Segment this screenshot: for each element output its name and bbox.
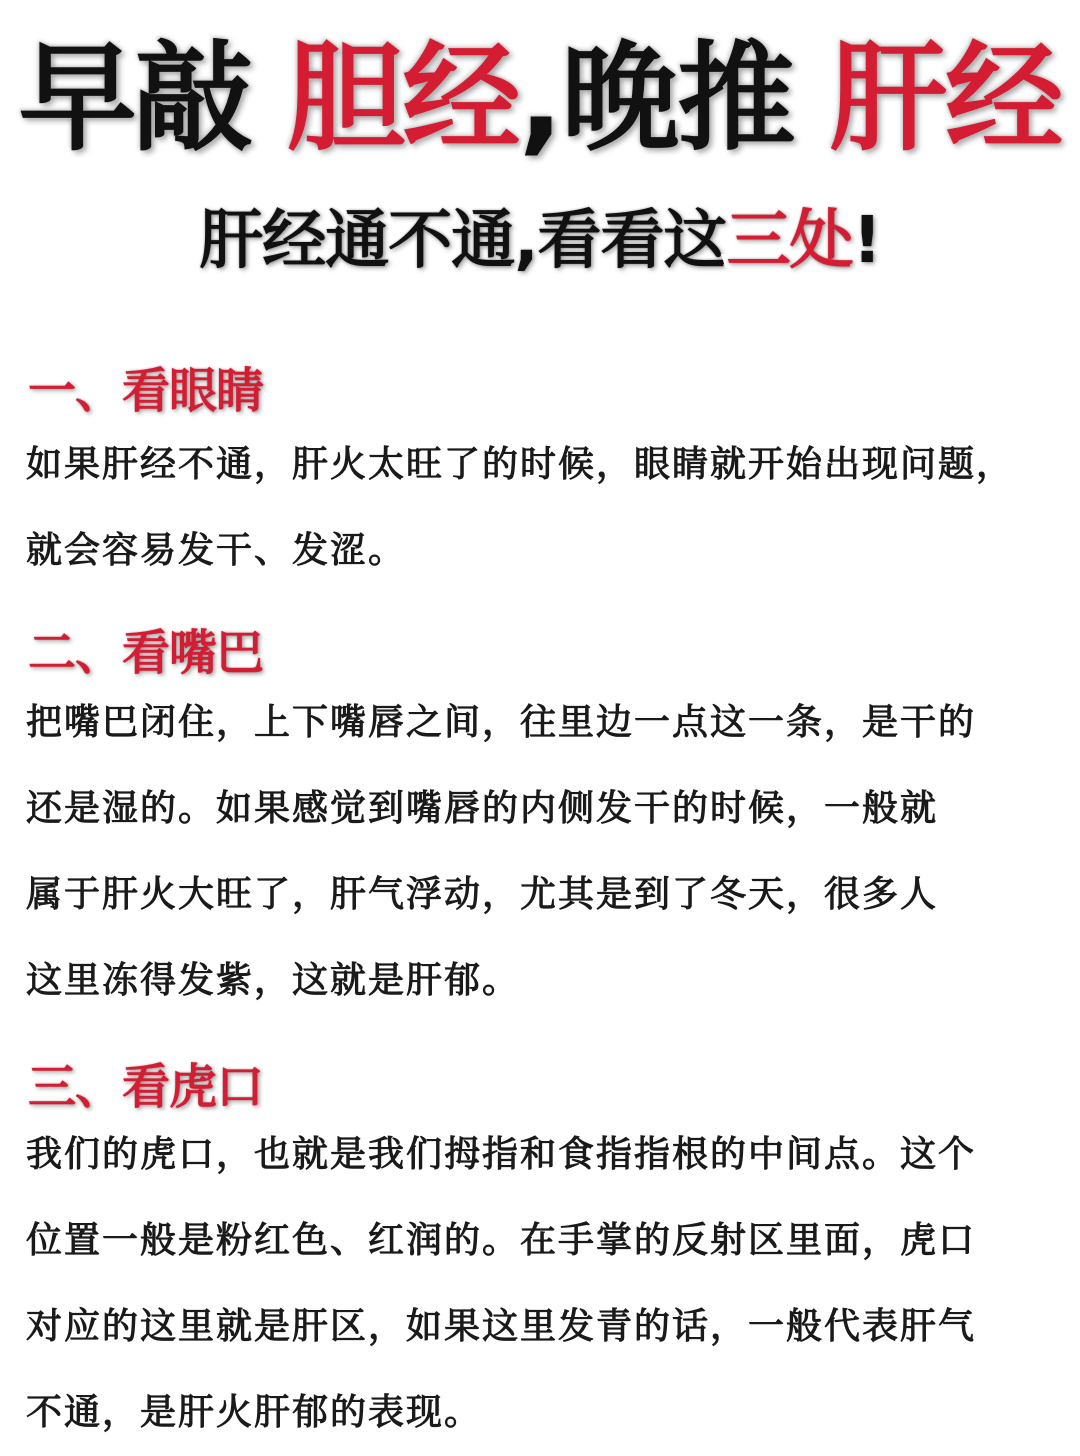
section-heading-eyes: 一、看眼睛	[28, 363, 264, 419]
section-body-mouth	[26, 680, 1066, 1024]
page-title	[0, 28, 1080, 170]
page-subtitle	[0, 200, 1080, 283]
subtitle-part-3: !	[852, 204, 881, 278]
body-line: 就会容易发干、发涩。	[26, 530, 407, 571]
body-line: 位置一般是粉红色、红润的。在手掌的反射区里面，虎口	[26, 1220, 977, 1261]
body-line: 这里冻得发紫，这就是肝郁。	[26, 960, 521, 1001]
body-line: 把嘴巴闭住，上下嘴唇之间，往里边一点这一条，是干的	[26, 702, 977, 743]
body-line: 对应的这里就是肝区，如果这里发青的话，一般代表肝气	[26, 1306, 977, 1347]
body-line: 属于肝火大旺了，肝气浮动，尤其是到了冬天，很多人	[26, 874, 939, 915]
title-part-3: ,晚推	[518, 29, 794, 167]
subtitle-part-2: 三处	[726, 204, 853, 278]
section-body-eyes	[26, 422, 1066, 594]
title-part-1: 早敲	[18, 29, 251, 167]
section-heading-mouth: 二、看嘴巴	[28, 625, 264, 681]
body-line: 如果肝经不通，肝火太旺了的时候，眼睛就开始出现问题，	[26, 444, 1015, 485]
section-heading-tiger-mouth: 三、看虎口	[28, 1059, 264, 1115]
body-line: 还是湿的。如果感觉到嘴唇的内侧发干的时候，一般就	[26, 788, 939, 829]
subtitle-part-1: 肝经通不通,看看这	[199, 204, 727, 278]
body-line: 不通，是肝火肝郁的表现。	[26, 1392, 483, 1433]
title-part-4: 肝经	[829, 29, 1062, 167]
title-part-2: 胆经	[286, 29, 519, 167]
section-body-tiger-mouth	[26, 1112, 1066, 1456]
body-line: 我们的虎口，也就是我们拇指和食指指根的中间点。这个	[26, 1134, 977, 1175]
